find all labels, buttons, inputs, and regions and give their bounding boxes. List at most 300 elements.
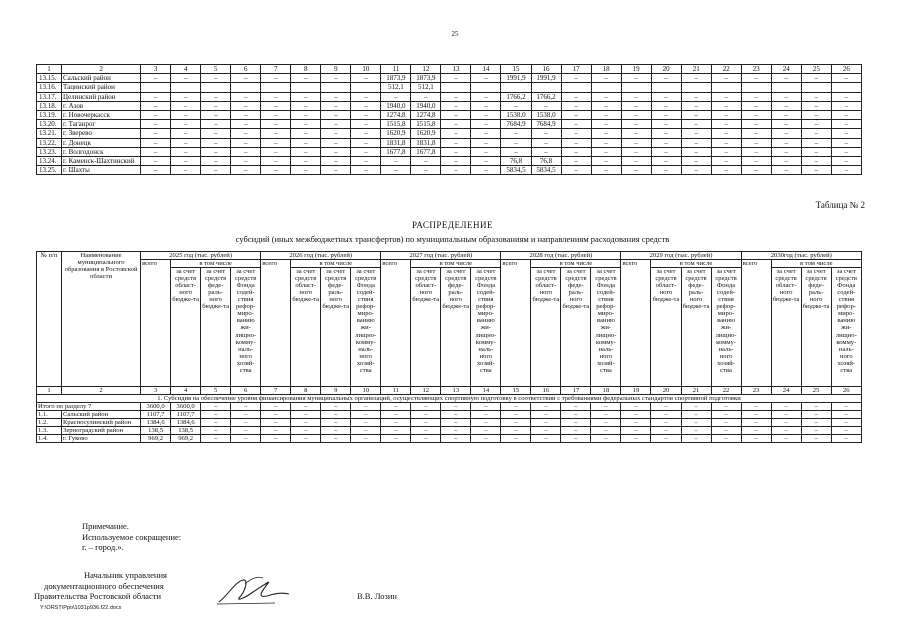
row-number: 13.19. — [37, 111, 62, 120]
table-cell: – — [771, 419, 801, 427]
municipality-name: г. Новочеркасск — [62, 111, 141, 120]
table-cell: – — [381, 419, 411, 427]
col-header-regional: за счет средств област-ного бюдже-та — [291, 268, 321, 387]
table-cell: – — [201, 427, 231, 435]
table-cell: – — [771, 129, 801, 138]
table-cell: – — [471, 166, 501, 175]
table-cell: – — [741, 92, 771, 101]
column-number: 18 — [591, 387, 621, 395]
table-cell: – — [201, 92, 231, 101]
table-cell: – — [591, 129, 621, 138]
total-row — [37, 403, 862, 411]
table-cell: – — [531, 101, 561, 110]
col-header-fund: за счет средств Фонда содей-ствия рефор-миро-ванию жи-лищно-комму-наль-ного хозяй-ства — [351, 268, 381, 387]
column-number: 16 — [531, 65, 561, 74]
table-cell: – — [591, 166, 621, 175]
table-cell: – — [321, 166, 351, 175]
table-cell: – — [711, 403, 741, 411]
table-cell: – — [291, 147, 321, 156]
table-cell: – — [261, 427, 291, 435]
table-cell: – — [561, 157, 591, 166]
row-number: 13.18. — [37, 101, 62, 110]
table-cell: – — [291, 101, 321, 110]
table-cell: – — [531, 147, 561, 156]
table-cell: – — [261, 74, 291, 83]
table-cell: – — [201, 419, 231, 427]
table-cell: – — [651, 92, 681, 101]
table-cell: – — [261, 166, 291, 175]
table-cell: – — [741, 129, 771, 138]
signatory-name: В.В. Лозин — [357, 591, 397, 601]
table-cell: – — [651, 403, 681, 411]
table-cell: – — [621, 403, 651, 411]
table-cell: – — [741, 147, 771, 156]
table-cell: – — [201, 147, 231, 156]
table-cell: – — [351, 92, 381, 101]
table-cell: – — [651, 419, 681, 427]
signatory-line-2: документационного обеспечения — [44, 580, 164, 591]
col-header-fund: за счет средств Фонда содей-ствия рефор-миро-ванию жи-лищно-комму-наль-ного хозяй-ства — [591, 268, 621, 387]
municipality-name: г. Волгодонск — [62, 147, 141, 156]
column-number: 26 — [831, 65, 861, 74]
table-cell: – — [141, 147, 171, 156]
table-cell: – — [651, 427, 681, 435]
table-cell: – — [321, 74, 351, 83]
table-cell: – — [681, 157, 711, 166]
table-cell: – — [771, 435, 801, 443]
table-cell: – — [831, 74, 861, 83]
table-cell: – — [231, 138, 261, 147]
row-number: 13.17. — [37, 92, 62, 101]
table-cell: – — [321, 138, 351, 147]
table-cell: – — [681, 427, 711, 435]
col-header-including: в том числе — [291, 260, 381, 268]
municipality-name: г. Азов — [62, 101, 141, 110]
table-cell: – — [741, 157, 771, 166]
column-number: 11 — [381, 65, 411, 74]
table-cell: – — [681, 166, 711, 175]
row-number: 13.22. — [37, 138, 62, 147]
column-number: 15 — [501, 65, 531, 74]
table-cell: 1677,8 — [411, 147, 441, 156]
table-cell: – — [321, 435, 351, 443]
table-row — [37, 74, 862, 83]
table-cell: – — [351, 411, 381, 419]
table-cell: – — [381, 411, 411, 419]
row-number: 13.23. — [37, 147, 62, 156]
table-cell: – — [141, 111, 171, 120]
municipality-name: г. Донецк — [62, 138, 141, 147]
table-cell: – — [651, 147, 681, 156]
table-cell: – — [381, 435, 411, 443]
column-number: 23 — [741, 387, 771, 395]
table-cell: – — [771, 166, 801, 175]
table-cell: – — [381, 427, 411, 435]
table-cell: 1991,9 — [501, 74, 531, 83]
col-header-fund: за счет средств Фонда содей-ствия рефор-миро-ванию жи-лищно-комму-наль-ного хозяй-ства — [831, 268, 861, 387]
table-cell: – — [711, 157, 741, 166]
table-cell: – — [231, 403, 261, 411]
table-cell: – — [711, 419, 741, 427]
column-number: 22 — [711, 65, 741, 74]
table-cell — [771, 83, 801, 92]
table-cell: – — [591, 111, 621, 120]
table-cell: – — [801, 157, 831, 166]
table-cell: – — [561, 411, 591, 419]
table-cell: – — [441, 92, 471, 101]
table-cell: – — [591, 74, 621, 83]
table-cell: 1831,8 — [381, 138, 411, 147]
municipality-name: г. Зверево — [62, 129, 141, 138]
table-cell: – — [201, 138, 231, 147]
table-cell: – — [771, 403, 801, 411]
column-number: 12 — [411, 387, 441, 395]
table-cell: – — [171, 101, 201, 110]
table-cell: – — [651, 120, 681, 129]
column-number: 6 — [231, 65, 261, 74]
distribution-table — [36, 251, 862, 443]
row-number: 13.24. — [37, 157, 62, 166]
table-cell: – — [201, 120, 231, 129]
table-cell — [171, 83, 201, 92]
section-row — [37, 395, 862, 403]
table-cell: – — [201, 435, 231, 443]
column-number: 26 — [831, 387, 861, 395]
row-number: 13.16. — [37, 83, 62, 92]
table-cell: – — [561, 427, 591, 435]
table-cell: 1107,7 — [141, 411, 171, 419]
table-row — [37, 411, 862, 419]
table-cell: – — [351, 427, 381, 435]
table-cell: – — [141, 92, 171, 101]
table-cell: – — [621, 92, 651, 101]
table-cell: – — [171, 120, 201, 129]
col-header-total: всего — [501, 260, 531, 387]
table-cell: 1538,0 — [531, 111, 561, 120]
table-cell: 1677,8 — [381, 147, 411, 156]
table-row — [37, 92, 862, 101]
total-label: Итого по разделу 7 — [37, 403, 141, 411]
table-cell: – — [801, 403, 831, 411]
page-number: 25 — [451, 30, 459, 38]
table-cell: – — [621, 101, 651, 110]
table-row — [37, 166, 862, 175]
table-cell: – — [381, 92, 411, 101]
table-cell: – — [801, 92, 831, 101]
table-cell: 1538,0 — [501, 111, 531, 120]
table-cell: – — [471, 129, 501, 138]
table-cell: – — [291, 403, 321, 411]
col-header-year: 2030год (тыс. рублей) — [741, 252, 861, 260]
table-cell: – — [771, 111, 801, 120]
table-label: Таблица № 2 — [815, 200, 865, 210]
col-header-year: 2028 год (тыс. рублей) — [501, 252, 621, 260]
table-cell: – — [681, 101, 711, 110]
table-cell: – — [801, 166, 831, 175]
header-row-numbers — [37, 387, 862, 395]
table-cell: – — [471, 403, 501, 411]
column-number: 5 — [201, 65, 231, 74]
table-cell: – — [231, 411, 261, 419]
table-cell: – — [561, 74, 591, 83]
table-cell: – — [621, 419, 651, 427]
table-cell: – — [351, 120, 381, 129]
table-cell: – — [651, 129, 681, 138]
col-header-total: всего — [141, 260, 171, 387]
column-number: 5 — [201, 387, 231, 395]
table-cell: – — [201, 111, 231, 120]
table-cell: – — [741, 419, 771, 427]
table-cell — [801, 83, 831, 92]
table-cell: – — [621, 129, 651, 138]
table-cell: – — [351, 147, 381, 156]
table-cell: – — [381, 403, 411, 411]
table-cell: – — [441, 411, 471, 419]
table-cell: – — [561, 111, 591, 120]
table-cell: – — [651, 111, 681, 120]
table-cell: – — [321, 147, 351, 156]
column-number: 10 — [351, 387, 381, 395]
municipality-name: Сальский район — [62, 411, 141, 419]
table-cell: – — [321, 120, 351, 129]
table-cell: 1991,9 — [531, 74, 561, 83]
column-number: 20 — [651, 387, 681, 395]
col-header-total: всего — [621, 260, 651, 387]
table-cell: 5834,5 — [531, 166, 561, 175]
table-cell: – — [801, 111, 831, 120]
column-number: 11 — [381, 387, 411, 395]
table-cell: – — [681, 411, 711, 419]
table-cell — [711, 83, 741, 92]
table-cell: – — [681, 419, 711, 427]
table-cell: – — [591, 411, 621, 419]
table-cell: 1766,2 — [531, 92, 561, 101]
table-cell: – — [231, 147, 261, 156]
col-header-fund: за счет средств Фонда содей-ствия рефор-миро-ванию жи-лищно-комму-наль-ного хозяй-ства — [231, 268, 261, 387]
table-cell: – — [261, 101, 291, 110]
table-cell: – — [321, 111, 351, 120]
table-cell: – — [561, 435, 591, 443]
table-cell: – — [261, 435, 291, 443]
table-cell: – — [441, 101, 471, 110]
municipality-name: г. Шахты — [62, 166, 141, 175]
col-header-total: всего — [381, 260, 411, 387]
table-cell: – — [171, 92, 201, 101]
table-cell: – — [441, 403, 471, 411]
table-cell: – — [471, 157, 501, 166]
table-cell: – — [141, 138, 171, 147]
table-cell: – — [561, 166, 591, 175]
column-number: 19 — [621, 65, 651, 74]
table-cell: – — [771, 411, 801, 419]
table-cell: 1831,8 — [411, 138, 441, 147]
table-cell: – — [681, 435, 711, 443]
table-cell: – — [471, 101, 501, 110]
table-cell: – — [651, 74, 681, 83]
table-cell: – — [201, 74, 231, 83]
column-number: 22 — [711, 387, 741, 395]
row-number: 13.20. — [37, 120, 62, 129]
note-abbrev-label: Используемое сокращение: — [82, 531, 182, 542]
table-cell: – — [531, 427, 561, 435]
table-cell: – — [471, 138, 501, 147]
col-header-regional: за счет средств област-ного бюдже-та — [411, 268, 441, 387]
table-cell: – — [741, 101, 771, 110]
table-cell: – — [831, 419, 861, 427]
table-cell — [231, 83, 261, 92]
table-cell: – — [771, 157, 801, 166]
col-header-regional: за счет средств област-ного бюдже-та — [531, 268, 561, 387]
table-cell: – — [531, 138, 561, 147]
table-cell: – — [621, 411, 651, 419]
note-title: Примечание. — [82, 521, 129, 531]
table-cell: – — [681, 138, 711, 147]
table-cell: – — [261, 157, 291, 166]
table-cell: – — [141, 120, 171, 129]
table-cell: – — [591, 403, 621, 411]
table-cell: – — [351, 166, 381, 175]
table-cell: – — [501, 435, 531, 443]
signatory-position — [34, 570, 167, 602]
table-cell: – — [411, 435, 441, 443]
table-cell: – — [741, 74, 771, 83]
table-cell: – — [411, 403, 441, 411]
table-cell: – — [741, 138, 771, 147]
table-row — [37, 147, 862, 156]
table-cell: – — [231, 120, 261, 129]
table-cell: – — [831, 427, 861, 435]
column-number: 16 — [531, 387, 561, 395]
table-cell: – — [291, 427, 321, 435]
table-cell: – — [351, 129, 381, 138]
column-number: 3 — [141, 387, 171, 395]
note-abbrev: г. – город.». — [82, 542, 124, 552]
column-number: 7 — [261, 65, 291, 74]
municipality-name: г. Таганрог — [62, 120, 141, 129]
table-cell: – — [261, 147, 291, 156]
table-cell: – — [501, 147, 531, 156]
table-cell: – — [291, 419, 321, 427]
column-number: 7 — [261, 387, 291, 395]
table-cell: – — [231, 166, 261, 175]
column-number: 14 — [471, 387, 501, 395]
table-cell: – — [591, 157, 621, 166]
table-cell: – — [831, 403, 861, 411]
table-cell — [561, 83, 591, 92]
table-cell: – — [591, 92, 621, 101]
document-title: РАСПРЕДЕЛЕНИЕ — [411, 220, 494, 230]
column-number: 2 — [62, 65, 141, 74]
col-header-federal: за счет средств феде-раль-ного бюдже-та — [201, 268, 231, 387]
table-row — [37, 111, 862, 120]
table-cell: 969,2 — [171, 435, 201, 443]
table-cell: – — [741, 411, 771, 419]
table-cell: 512,1 — [411, 83, 441, 92]
table-cell: 1515,8 — [411, 120, 441, 129]
table-cell — [831, 83, 861, 92]
table-cell: – — [351, 74, 381, 83]
column-number: 13 — [441, 65, 471, 74]
table-cell: – — [141, 166, 171, 175]
table-cell: – — [261, 419, 291, 427]
table-cell: – — [771, 120, 801, 129]
table-cell: – — [351, 403, 381, 411]
table-cell: – — [351, 157, 381, 166]
table-cell: – — [741, 435, 771, 443]
table-row — [37, 435, 862, 443]
table-cell: – — [501, 101, 531, 110]
table-cell: – — [141, 74, 171, 83]
table-cell: – — [261, 92, 291, 101]
col-header-including: в том числе — [651, 260, 741, 268]
table-cell: – — [621, 120, 651, 129]
table-cell: – — [291, 411, 321, 419]
table-cell: – — [201, 166, 231, 175]
table-cell: – — [681, 111, 711, 120]
table-cell — [591, 83, 621, 92]
table-cell: – — [441, 111, 471, 120]
table-cell: – — [321, 411, 351, 419]
table-cell: 1274,8 — [411, 111, 441, 120]
table-cell: – — [711, 147, 741, 156]
table-cell: – — [231, 157, 261, 166]
table-cell: – — [351, 435, 381, 443]
table-cell: – — [801, 147, 831, 156]
signatory-line-1: Начальник управления — [84, 570, 167, 580]
table-cell: – — [441, 166, 471, 175]
table-cell: – — [801, 427, 831, 435]
table-cell: – — [501, 411, 531, 419]
table-cell: – — [711, 111, 741, 120]
table-cell: – — [561, 419, 591, 427]
table-cell — [291, 83, 321, 92]
table-cell: – — [291, 92, 321, 101]
table-cell: – — [771, 74, 801, 83]
column-number: 25 — [801, 387, 831, 395]
table-cell: – — [141, 101, 171, 110]
table-cell: – — [501, 403, 531, 411]
table-cell: – — [531, 403, 561, 411]
table-cell: – — [621, 157, 651, 166]
column-number: 14 — [471, 65, 501, 74]
column-number: 2 — [62, 387, 141, 395]
row-number: 1.1. — [37, 411, 62, 419]
column-number: 15 — [501, 387, 531, 395]
table-cell: – — [771, 101, 801, 110]
table-cell: – — [711, 427, 741, 435]
table-cell: – — [621, 166, 651, 175]
table-cell: – — [621, 111, 651, 120]
table-cell: – — [651, 101, 681, 110]
table-cell: – — [231, 419, 261, 427]
table-row — [37, 120, 862, 129]
table-row — [37, 157, 862, 166]
table-cell: – — [171, 138, 201, 147]
table-cell: – — [561, 92, 591, 101]
table-cell: – — [801, 435, 831, 443]
table-cell: – — [171, 74, 201, 83]
table-cell: – — [291, 435, 321, 443]
table-cell: – — [651, 435, 681, 443]
row-number: 13.21. — [37, 129, 62, 138]
table-cell: – — [321, 92, 351, 101]
municipality-name: г. Каменск-Шахтинский — [62, 157, 141, 166]
table-cell: – — [711, 435, 741, 443]
table-cell: – — [651, 411, 681, 419]
table-cell: 1107,7 — [171, 411, 201, 419]
table-cell: 1274,8 — [381, 111, 411, 120]
table-cell: 1766,2 — [501, 92, 531, 101]
